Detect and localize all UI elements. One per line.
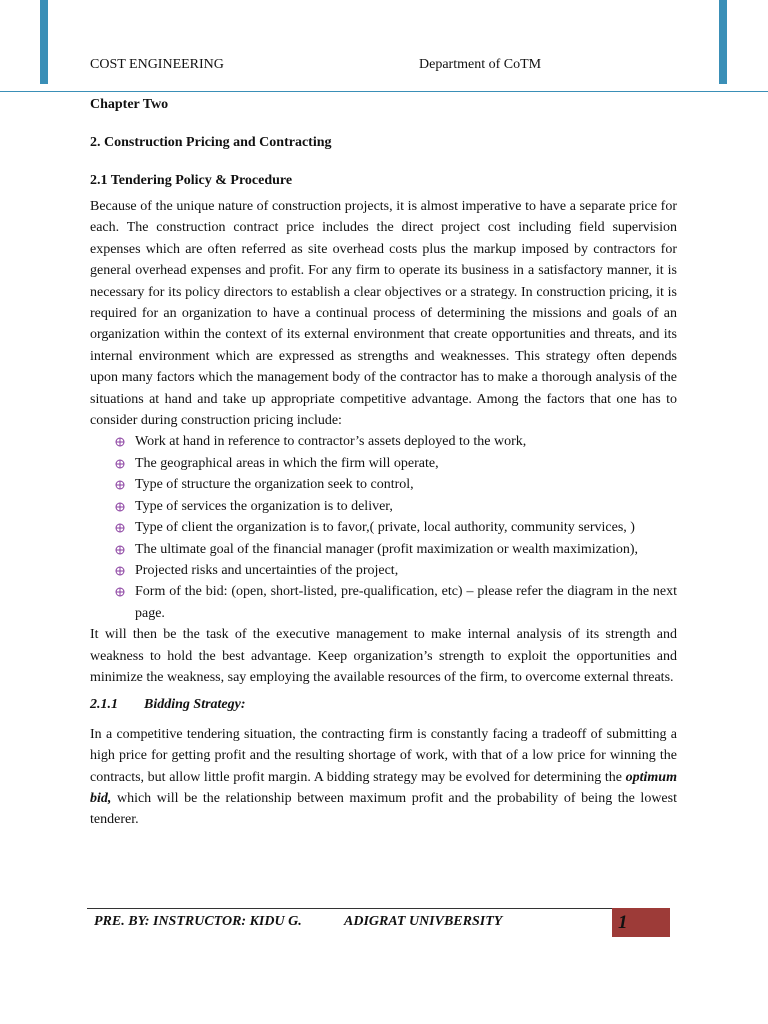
optimum-bid-emphasis: optimum bid, xyxy=(90,769,677,806)
factor-list xyxy=(90,431,677,624)
header-divider xyxy=(0,91,768,92)
factor-text: Projected risks and uncertainties of the project, xyxy=(135,562,399,578)
bidding-paragraph xyxy=(90,724,677,831)
circle-plus-bullet-icon xyxy=(115,587,125,597)
factor-text: The geographical areas in which the firm will operate, xyxy=(135,455,439,471)
bidding-strategy-title: Bidding Strategy: xyxy=(144,697,246,713)
factor-text: Work at hand in reference to contractor’s assets deployed to the work, xyxy=(135,434,527,450)
footer-prepared-by: PRE. BY: INSTRUCTOR: KIDU G. xyxy=(94,914,302,929)
header-course-title: COST ENGINEERING xyxy=(90,57,224,72)
bidding-strategy-heading xyxy=(90,694,677,715)
factor-list-item xyxy=(115,560,677,581)
factor-text: Type of structure the organization seek to control, xyxy=(135,477,414,493)
page-content xyxy=(90,94,677,831)
page-number: 1 xyxy=(618,912,628,933)
section-title: 2. Construction Pricing and Contracting xyxy=(90,135,332,150)
factor-list-item xyxy=(115,539,677,560)
circle-plus-bullet-icon xyxy=(115,437,125,447)
circle-plus-bullet-icon xyxy=(115,523,125,533)
factor-list-item xyxy=(115,474,677,495)
analysis-paragraph: It will then be the task of the executive management to make internal analysis of its strength and weakness to hold the best advantage. Keep organization’s strength to exploit the opportunities and minimize the weakness, say employing the available resources of the firm, to overcome external threats. xyxy=(90,627,677,685)
page-header xyxy=(90,57,690,73)
circle-plus-bullet-icon xyxy=(115,480,125,490)
factor-list-item xyxy=(115,431,677,452)
factor-text: Form of the bid: (open, short-listed, pre-qualification, etc) – please refer the diagram in the next page. xyxy=(135,584,677,621)
footer-university: ADIGRAT UNIVBERSITY xyxy=(344,914,503,929)
page-number-box xyxy=(612,908,670,937)
factor-text: Type of client the organization is to favor,( private, local authority, community services, ) xyxy=(135,520,635,536)
factor-text: Type of services the organization is to deliver, xyxy=(135,498,393,514)
header-department: Department of CoTM xyxy=(419,57,542,72)
circle-plus-bullet-icon xyxy=(115,459,125,469)
bidding-strategy-number: 2.1.1 xyxy=(90,697,118,713)
circle-plus-bullet-icon xyxy=(115,545,125,555)
page-footer xyxy=(94,914,614,930)
circle-plus-bullet-icon xyxy=(115,566,125,576)
factor-list-item xyxy=(115,581,677,624)
intro-paragraph: Because of the unique nature of construction projects, it is almost imperative to have a separate price for each. The construction contract price includes the direct project cost including field supervision expenses which are often referred as site overhead costs plus the markup imposed by contractors for general overhead expenses and profit. For any firm to operate its business in a satisfactory manner, it is necessary for its policy directors to establish a clear objectives or a strategy. In construction pricing, it is required for an organization to have a continual process of determining the missions and goals of an organization within the context of its external environment that create opportunities and threats, and its internal environment which are expressed as strengths and weaknesses. This strategy often depends upon many factors which the management body of the contractor has to make a thorough analysis of the situations at hand and take up appropriate competitive advantage. Among the factors that one has to consider during construction pricing include: xyxy=(90,199,677,429)
factor-text: The ultimate goal of the financial manager (profit maximization or wealth maximization), xyxy=(135,541,639,557)
right-header-bar xyxy=(719,0,727,84)
subsection-title: 2.1 Tendering Policy & Procedure xyxy=(90,173,293,188)
left-header-bar xyxy=(40,0,48,84)
factor-list-item xyxy=(115,517,677,538)
bidding-text-start: In a competitive tendering situation, the contracting firm is constantly facing a tradeoff of submitting a high price for getting profit and the resulting shortage of work, with that of a low price for winning the contracts, but allow little profit margin. A bidding strategy may be evolved for determining the xyxy=(90,726,677,785)
circle-plus-bullet-icon xyxy=(115,502,125,512)
chapter-title: Chapter Two xyxy=(90,97,169,112)
factor-list-item xyxy=(115,496,677,517)
bidding-text-end: which will be the relationship between maximum profit and the probability of being the lowest tenderer. xyxy=(90,790,677,828)
footer-divider xyxy=(87,908,613,909)
factor-list-item xyxy=(115,453,677,474)
